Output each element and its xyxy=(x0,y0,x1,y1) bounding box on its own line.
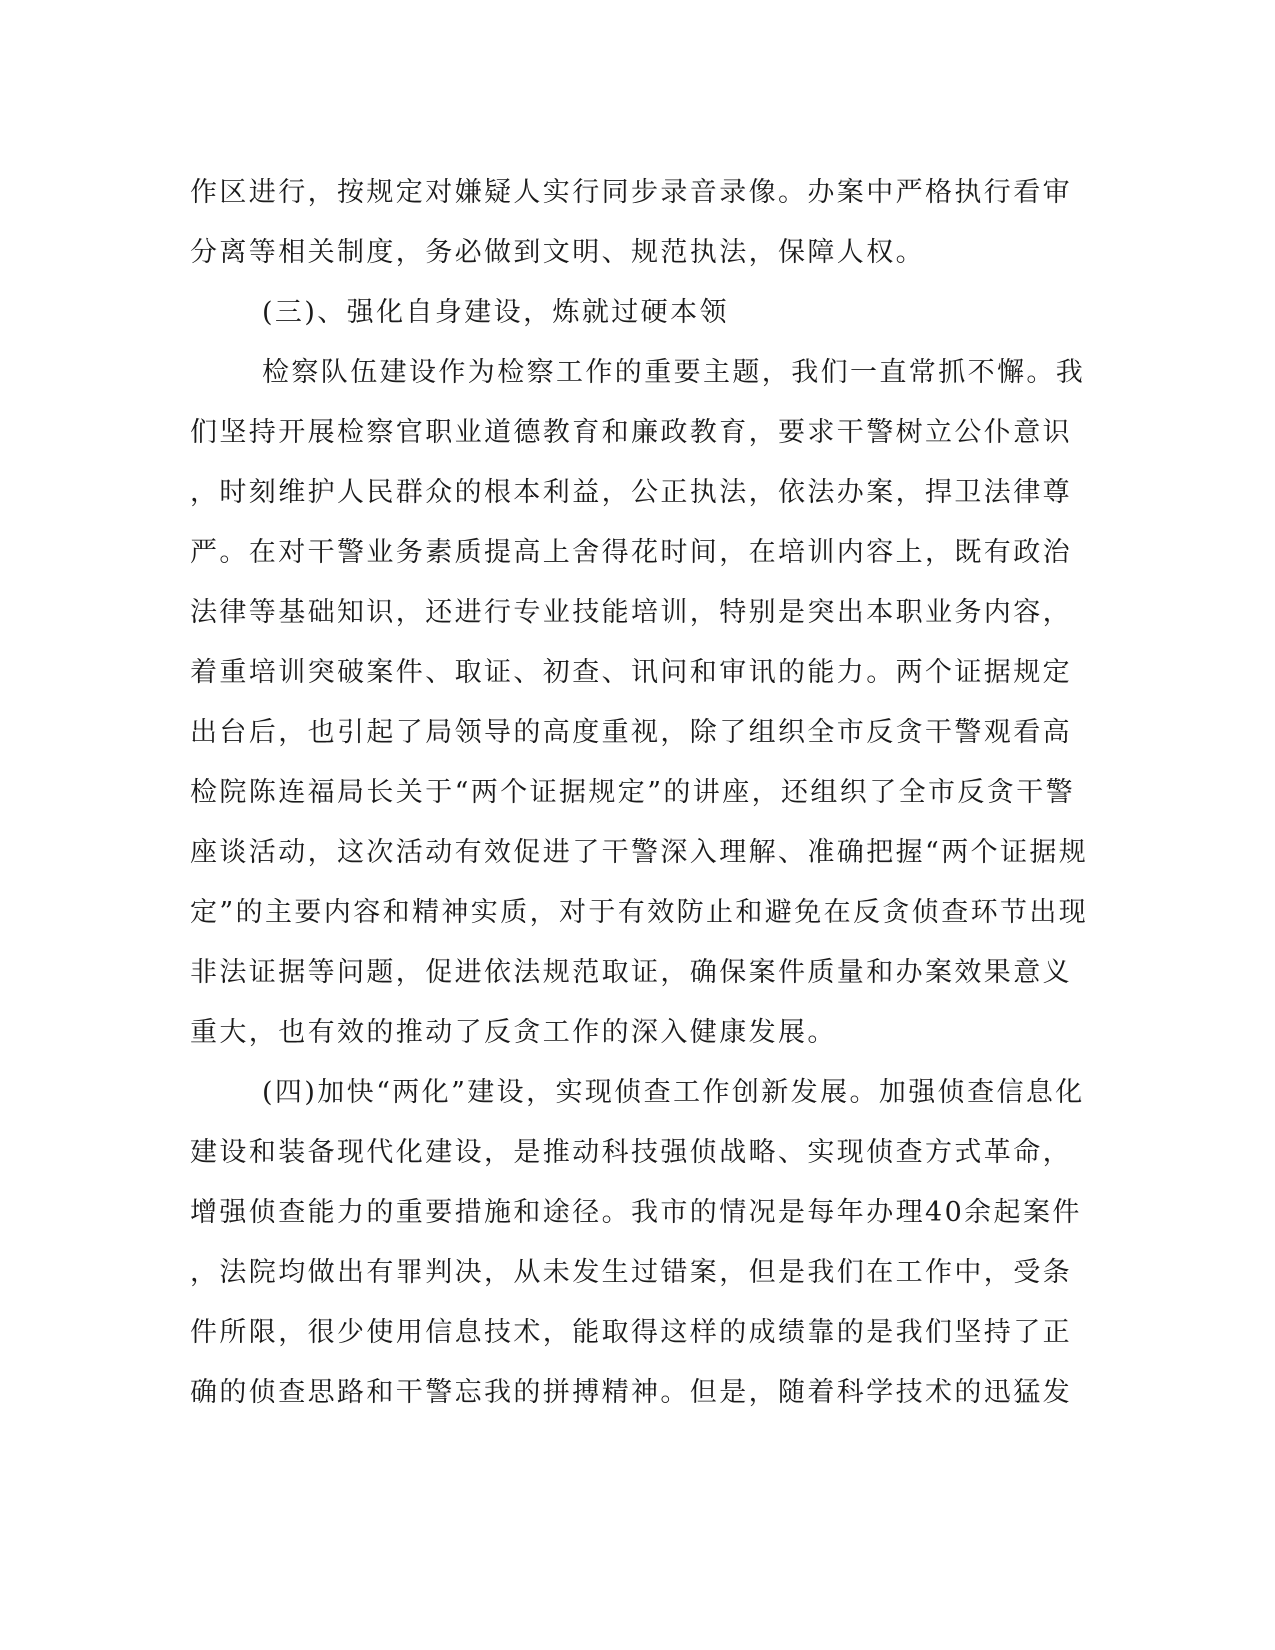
text-line: 建设和装备现代化建设，是推动科技强侦战略、实现侦查方式革命， xyxy=(190,1137,1072,1168)
text-line: 们坚持开展检察官职业道德教育和廉政教育，要求干警树立公仆意识 xyxy=(190,417,1072,448)
text-line: 座谈活动，这次活动有效促进了干警深入理解、准确把握“两个证据规 xyxy=(190,837,1089,868)
text-line: 出台后，也引起了局领导的高度重视，除了组织全市反贪干警观看高 xyxy=(190,717,1072,748)
text-line: 检院陈连福局长关于“两个证据规定”的讲座，还组织了全市反贪干警 xyxy=(190,777,1076,808)
text-line: 确的侦查思路和干警忘我的拼搏精神。但是，随着科学技术的迅猛发 xyxy=(190,1377,1072,1408)
text-line: 法律等基础知识，还进行专业技能培训，特别是突出本职业务内容， xyxy=(190,597,1072,628)
text-line: ，法院均做出有罪判决，从未发生过错案，但是我们在工作中，受条 xyxy=(190,1257,1072,1288)
section-heading: (三)、强化自身建设，炼就过硬本领 xyxy=(262,297,729,328)
document-body xyxy=(190,163,1090,1423)
text-line: 着重培训突破案件、取证、初查、讯问和审讯的能力。两个证据规定 xyxy=(190,657,1072,688)
text-line: 分离等相关制度，务必做到文明、规范执法，保障人权。 xyxy=(190,237,925,268)
text-line: 严。在对干警业务素质提高上舍得花时间，在培训内容上，既有政治 xyxy=(190,537,1072,568)
text-line: 作区进行，按规定对嫌疑人实行同步录音录像。办案中严格执行看审 xyxy=(190,177,1072,208)
text-line: ，时刻维护人民群众的根本利益，公正执法，依法办案，捍卫法律尊 xyxy=(190,477,1072,508)
text-line: 重大，也有效的推动了反贪工作的深入健康发展。 xyxy=(190,1017,837,1048)
text-line: 非法证据等问题，促进依法规范取证，确保案件质量和办案效果意义 xyxy=(190,957,1072,988)
text-line: 增强侦查能力的重要措施和途径。我市的情况是每年办理40余起案件 xyxy=(190,1197,1082,1228)
text-line: 定”的主要内容和精神实质，对于有效防止和避免在反贪侦查环节出现 xyxy=(190,897,1089,928)
paragraph-first-line: 检察队伍建设作为检察工作的重要主题，我们一直常抓不懈。我 xyxy=(262,357,1086,388)
paragraph-first-line: (四)加快“两化”建设，实现侦查工作创新发展。加强侦查信息化 xyxy=(262,1077,1085,1108)
text-line: 件所限，很少使用信息技术，能取得这样的成绩靠的是我们坚持了正 xyxy=(190,1317,1072,1348)
